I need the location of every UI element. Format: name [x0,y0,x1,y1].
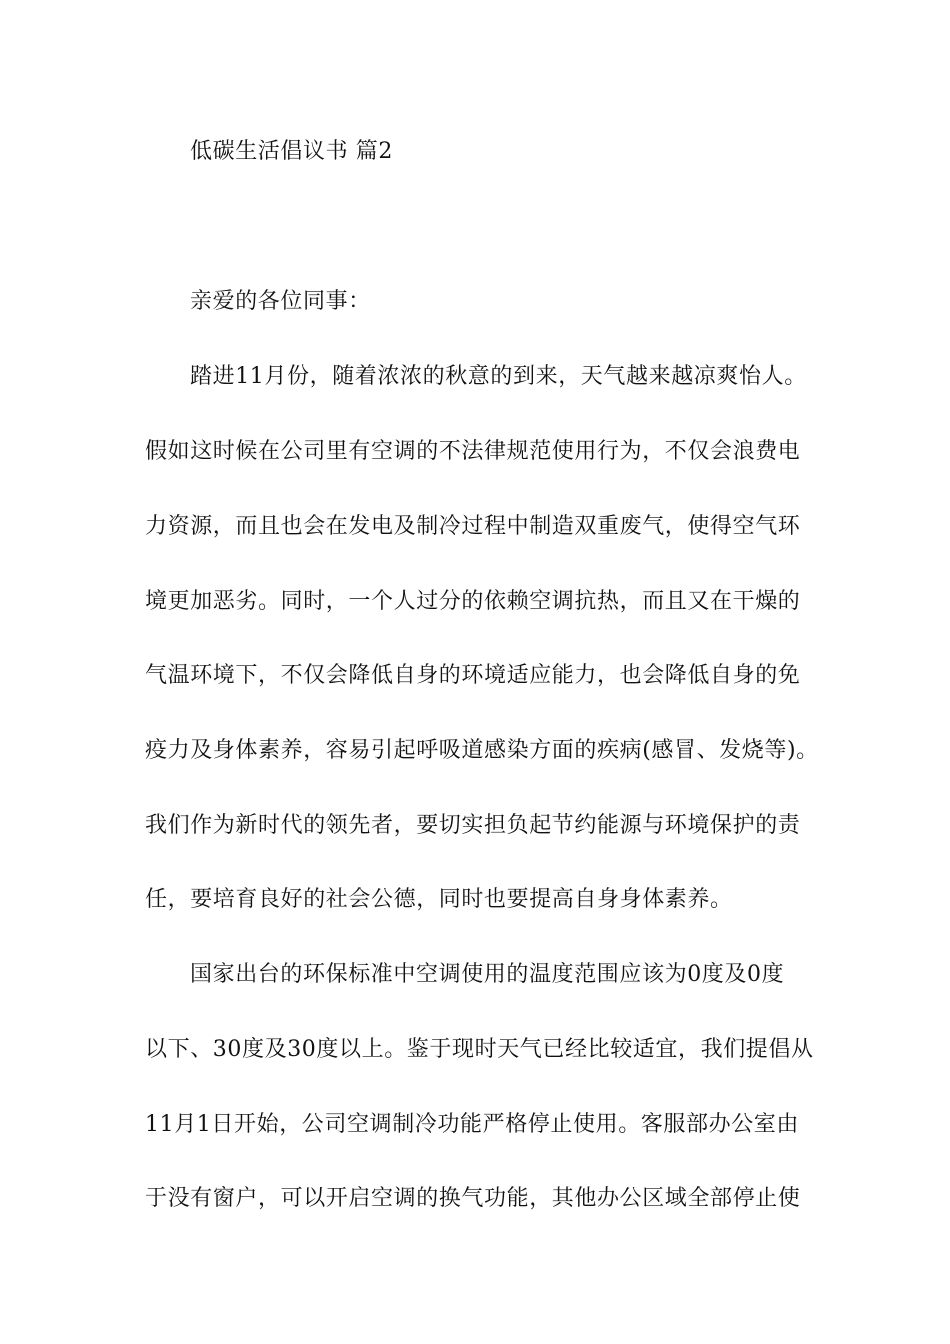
paragraph-line: 国家出台的环保标准中空调使用的温度范围应该为0度及0度 [190,962,785,987]
paragraph-line: 气温环境下，不仅会降低自身的环境适应能力，也会降低自身的免 [145,663,801,688]
paragraph-line: 11月1日开始，公司空调制冷功能严格停止使用。客服部办公室由 [145,1112,799,1137]
document-heading: 低碳生活倡议书 篇2 [190,139,393,164]
paragraph-line: 踏进11月份，随着浓浓的秋意的到来，天气越来越凉爽怡人。 [190,364,807,389]
paragraph-line: 任，要培育良好的社会公德，同时也要提高自身身体素养。 [145,887,733,912]
paragraph-line: 力资源，而且也会在发电及制冷过程中制造双重废气，使得空气环 [145,514,801,539]
paragraph-line: 境更加恶劣。同时，一个人过分的依赖空调抗热，而且又在干燥的 [145,589,801,614]
paragraph-line: 假如这时候在公司里有空调的不法律规范使用行为，不仅会浪费电 [145,439,801,464]
salutation: 亲爱的各位同事： [190,289,371,314]
paragraph-line: 疫力及身体素养，容易引起呼吸道感染方面的疾病(感冒、发烧等)。 [145,738,819,763]
paragraph-line: 于没有窗户，可以开启空调的换气功能，其他办公区域全部停止使 [145,1186,801,1211]
paragraph-line: 我们作为新时代的领先者，要切实担负起节约能源与环境保护的责 [145,813,801,838]
paragraph-line: 以下、30度及30度以上。鉴于现时天气已经比较适宜，我们提倡从 [145,1037,814,1062]
